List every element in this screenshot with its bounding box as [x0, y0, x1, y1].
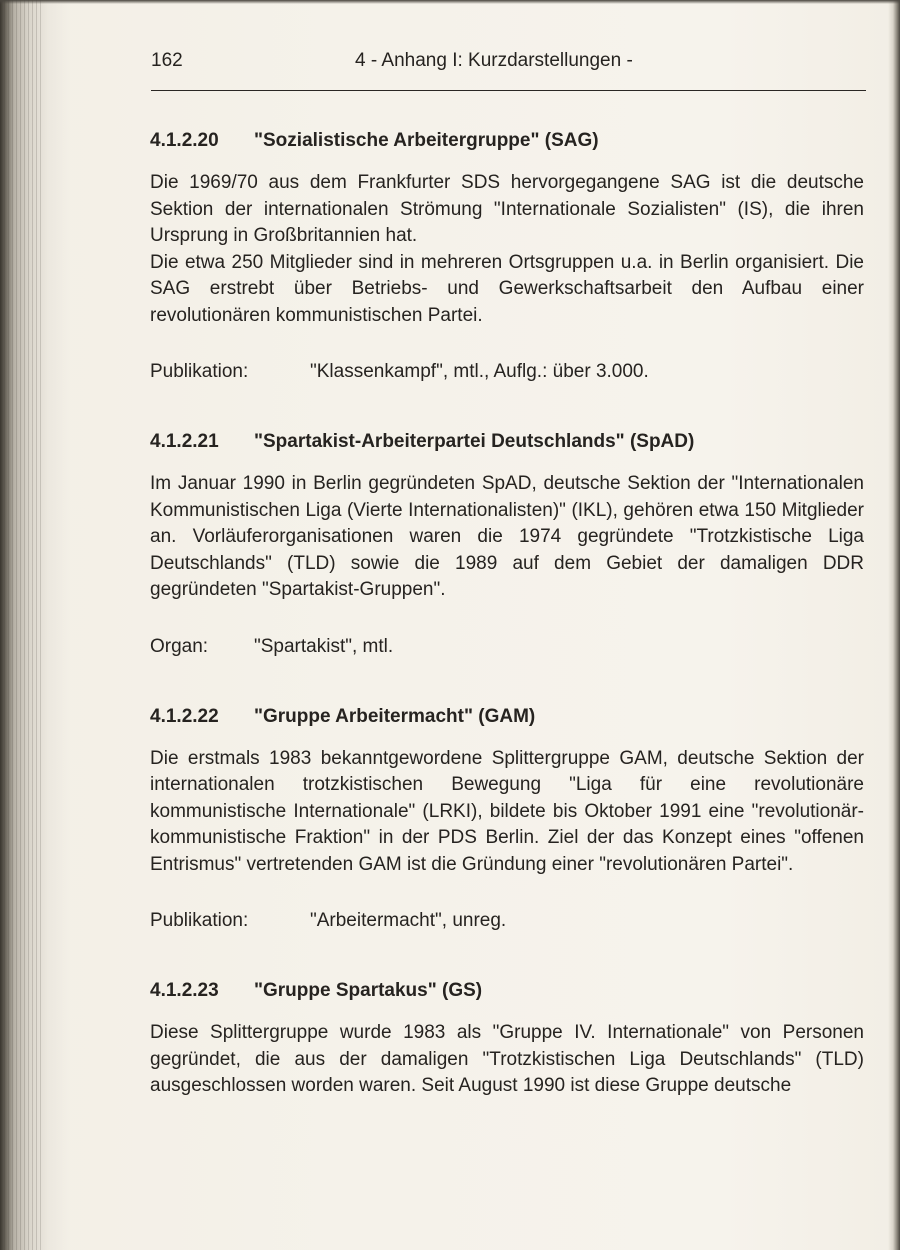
page-stack-edges — [4, 0, 44, 1250]
section-heading — [150, 429, 864, 455]
section-number: 4.1.2.22 — [150, 705, 219, 727]
publication-label: Publikation: — [150, 361, 249, 382]
paragraph: Die etwa 250 Mitglieder sind in mehreren Ortsgruppen u.a. in Berlin organisiert. Die SAG erstrebt über Betriebs- und Gewerkschaftsarbeit den Aufbau einer revolutionären kommunistischen Partei. — [150, 251, 864, 326]
section-title: "Sozialistische Arbeitergruppe" (SAG) — [254, 130, 599, 151]
organ-line — [150, 634, 864, 660]
section-title: "Spartakist-Arbeiterpartei Deutschlands" (SpAD) — [254, 431, 695, 452]
paragraph: Diese Splittergruppe wurde 1983 als "Gruppe IV. Internationale" von Personen gegründet, die aus der damaligen "Trotzkistischen Liga Deutschlands" (TLD) ausgeschlossen worden waren. Seit August 1990 ist diese Gruppe deutsche — [150, 1022, 864, 1096]
running-title: 4 - Anhang I: Kurzdarstellungen - — [355, 50, 633, 71]
paragraph: Im Januar 1990 in Berlin gegründeten SpAD, deutsche Sektion der "Internationalen Kommunistischen Liga (Vierte Internationalisten)" (IKL), gehören etwa 150 Mitglieder an. Vorläuferorganisationen waren die 1974 gegründete "Trotzkistische Liga Deutschlands" (TLD) sowie die 1989 auf dem Gebiet der damaligen DDR gegründeten "Spartakist-Gruppen". — [150, 473, 864, 600]
paragraph: Die 1969/70 aus dem Frankfurter SDS hervorgegangene SAG ist die deutsche Sektion der internationalen Strömung "Internationale Sozialisten" (IS), die ihren Ursprung in Großbritannien hat. — [150, 172, 864, 246]
section-title: "Gruppe Arbeitermacht" (GAM) — [254, 705, 536, 727]
page-body — [150, 128, 864, 1100]
organ-value: "Spartakist", mtl. — [254, 635, 394, 657]
section-heading — [150, 704, 864, 730]
publication-value: "Arbeitermacht", unreg. — [310, 910, 507, 931]
publication-value: "Klassenkampf", mtl., Auflg.: über 3.000. — [310, 361, 649, 382]
paragraph: Die erstmals 1983 bekanntgewordene Splittergruppe GAM, deutsche Sektion der internationalen trotzkistischen Bewegung "Liga für eine revolutionäre kommunistische Internationale" (LRKI), bildete bis Oktober 1991 eine "revolutionär-kommunistische Fraktion" in der PDS Berlin. Ziel der das Konzept eines "offenen Entrismus" vertretenden GAM ist die Gründung einer "revolutionären Partei". — [150, 747, 864, 875]
publication-label: Publikation: — [150, 910, 249, 931]
section-heading — [150, 128, 864, 154]
publication-line — [150, 908, 864, 934]
section-heading — [150, 978, 864, 1004]
publication-line — [150, 359, 864, 385]
section-number: 4.1.2.23 — [150, 980, 219, 1001]
section-number: 4.1.2.20 — [150, 130, 219, 151]
section-title: "Gruppe Spartakus" (GS) — [254, 980, 483, 1001]
running-header — [151, 50, 866, 91]
organ-label: Organ: — [150, 635, 209, 657]
page-right-edge — [888, 0, 900, 1250]
section-number: 4.1.2.21 — [150, 431, 219, 452]
page-number: 162 — [151, 50, 183, 71]
page-top-edge — [0, 0, 900, 4]
